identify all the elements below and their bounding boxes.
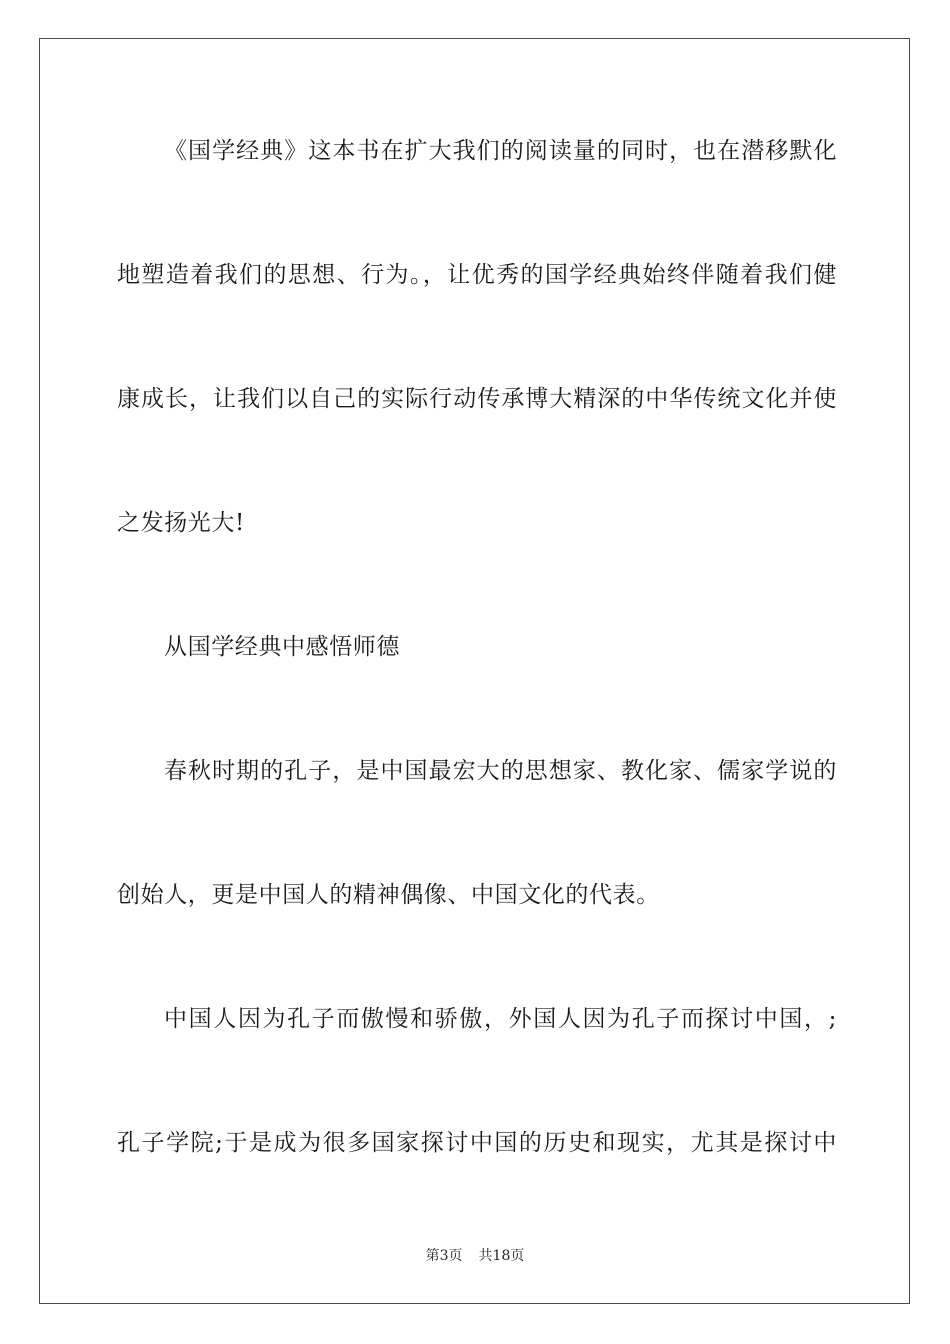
section-heading: 从国学经典中感悟师德 (164, 634, 400, 660)
paragraph-line: 之发扬光大! (117, 510, 245, 536)
paragraph-line: 地塑造着我们的思想、行为。，让优秀的国学经典始终伴随着我们健 (117, 262, 837, 288)
page-total: 共18页 (478, 1248, 525, 1264)
paragraph-line: 春秋时期的孔子，是中国最宏大的思想家、教化家、儒家学说的 (164, 758, 837, 784)
paragraph-line: 孔子学院;于是成为很多国家探讨中国的历史和现实，尤其是探讨中 (117, 1130, 837, 1156)
paragraph-line: 中国人因为孔子而傲慢和骄傲，外国人因为孔子而探讨中国，; (164, 1006, 837, 1032)
paragraph-line: 创始人，更是中国人的精神偶像、中国文化的代表。 (117, 882, 660, 908)
paragraph-line: 康成长，让我们以自己的实际行动传承博大精深的中华传统文化并使 (117, 386, 837, 412)
page-footer (0, 1247, 950, 1265)
page-number: 第3页 (425, 1248, 463, 1264)
paragraph-line: 《国学经典》这本书在扩大我们的阅读量的同时，也在潜移默化 (164, 138, 837, 164)
page-border (39, 38, 910, 1304)
